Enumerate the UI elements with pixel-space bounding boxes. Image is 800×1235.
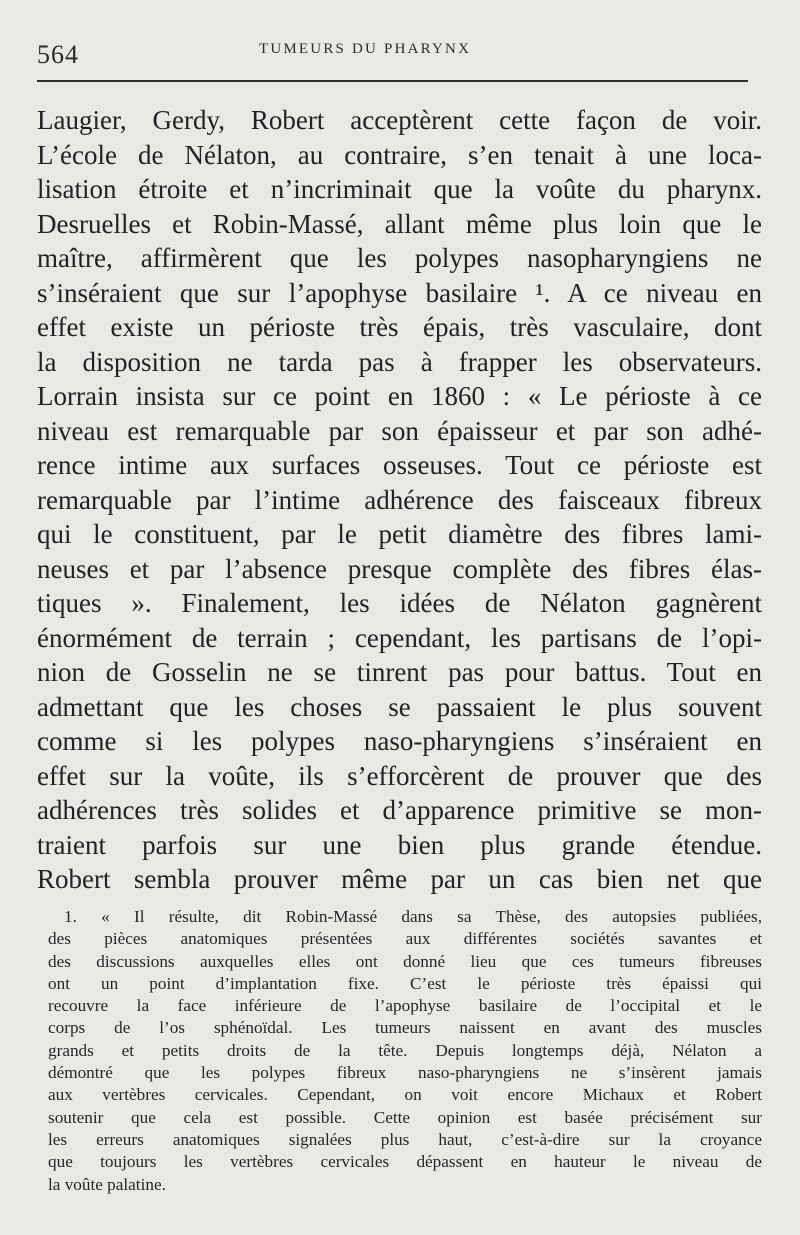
body-line: effet existe un périoste très épais, très vasculaire, dont xyxy=(37,312,762,342)
body-line: nion de Gosselin ne se tinrent pas pour battus. Tout en xyxy=(37,657,762,687)
body-line: tiques ». Finalement, les idées de Nélaton gagnèrent xyxy=(37,588,762,618)
body-line: lisation étroite et n’incriminait que la voûte du pharynx. xyxy=(37,174,762,204)
body-line: comme si les polypes naso-pharyngiens s’inséraient en xyxy=(37,726,762,756)
header-rule xyxy=(37,80,748,82)
page-header xyxy=(37,32,757,69)
footnote-line: 1. « Il résulte, dit Robin-Massé dans sa Thèse, des autopsies publiées, xyxy=(64,907,762,926)
body-line: Robert sembla prouver même par un cas bien net que xyxy=(37,864,762,894)
footnote xyxy=(48,906,762,1196)
body-line: Desruelles et Robin-Massé, allant même plus loin que le xyxy=(37,208,762,239)
body-line: remarquable par l’intime adhérence des faisceaux fibreux xyxy=(37,484,762,515)
body-line: énormément de terrain ; cependant, les partisans de l’opi- xyxy=(37,622,762,653)
running-title: TUMEURS DU PHARYNX xyxy=(259,41,472,57)
footnote-line: démontré que les polypes fibreux naso-pharyngiens ne s’insèrent jamais xyxy=(48,1063,762,1083)
body-paragraph xyxy=(37,103,762,897)
footnote-line: les erreurs anatomiques signalées plus haut, c’est-à-dire sur la croyance xyxy=(48,1129,762,1149)
footnote-line: grands et petits droits de la tête. Depuis longtemps déjà, Nélaton a xyxy=(48,1040,762,1060)
body-line: Lorrain insista sur ce point en 1860 : « Le périoste à ce xyxy=(37,381,762,411)
footnote-line: soutenir que cela est possible. Cette opinion est basée précisément sur xyxy=(48,1107,762,1127)
body-line: qui le constituent, par le petit diamètre des fibres lami- xyxy=(37,519,762,549)
body-line: neuses et par l’absence presque complète des fibres élas- xyxy=(37,553,762,584)
body-line: niveau est remarquable par son épaisseur et par son adhé- xyxy=(37,415,762,446)
footnote-line: recouvre la face inférieure de l’apophyse basilaire de l’occipital et le xyxy=(48,996,762,1016)
body-line: rence intime aux surfaces osseuses. Tout ce périoste est xyxy=(37,450,762,480)
footnote-line: des pièces anatomiques présentées aux différentes sociétés savantes et xyxy=(48,929,762,949)
footnote-line: des discussions auxquelles elles ont donné lieu que ces tumeurs fibreuses xyxy=(48,951,762,971)
body-line: traient parfois sur une bien plus grande étendue. xyxy=(37,829,762,860)
page-number: 564 xyxy=(37,40,79,69)
footnote-line: aux vertèbres cervicales. Cependant, on voit encore Michaux et Robert xyxy=(48,1085,762,1105)
body-line: maître, affirmèrent que les polypes nasopharyngiens ne xyxy=(37,243,762,273)
body-line: s’inséraient que sur l’apophyse basilaire ¹. A ce niveau en xyxy=(37,277,762,308)
footnote-line: que toujours les vertèbres cervicales dépassent en hauteur le niveau de xyxy=(48,1152,762,1172)
footnote-line: la voûte palatine. xyxy=(48,1174,166,1194)
body-line: Laugier, Gerdy, Robert acceptèrent cette façon de voir. xyxy=(37,105,762,135)
footnote-line: corps de l’os sphénoïdal. Les tumeurs naissent en avant des muscles xyxy=(48,1018,762,1038)
body-line: admettant que les choses se passaient le plus souvent xyxy=(37,691,762,722)
body-line: la disposition ne tarda pas à frapper les observateurs. xyxy=(37,346,762,377)
footnote-line: ont un point d’implantation fixe. C’est le périoste très épaissi qui xyxy=(48,973,762,993)
body-line: adhérences très solides et d’apparence primitive se mon- xyxy=(37,795,762,825)
body-line: effet sur la voûte, ils s’efforcèrent de prouver que des xyxy=(37,760,762,791)
body-line: L’école de Nélaton, au contraire, s’en tenait à une loca- xyxy=(37,139,762,170)
